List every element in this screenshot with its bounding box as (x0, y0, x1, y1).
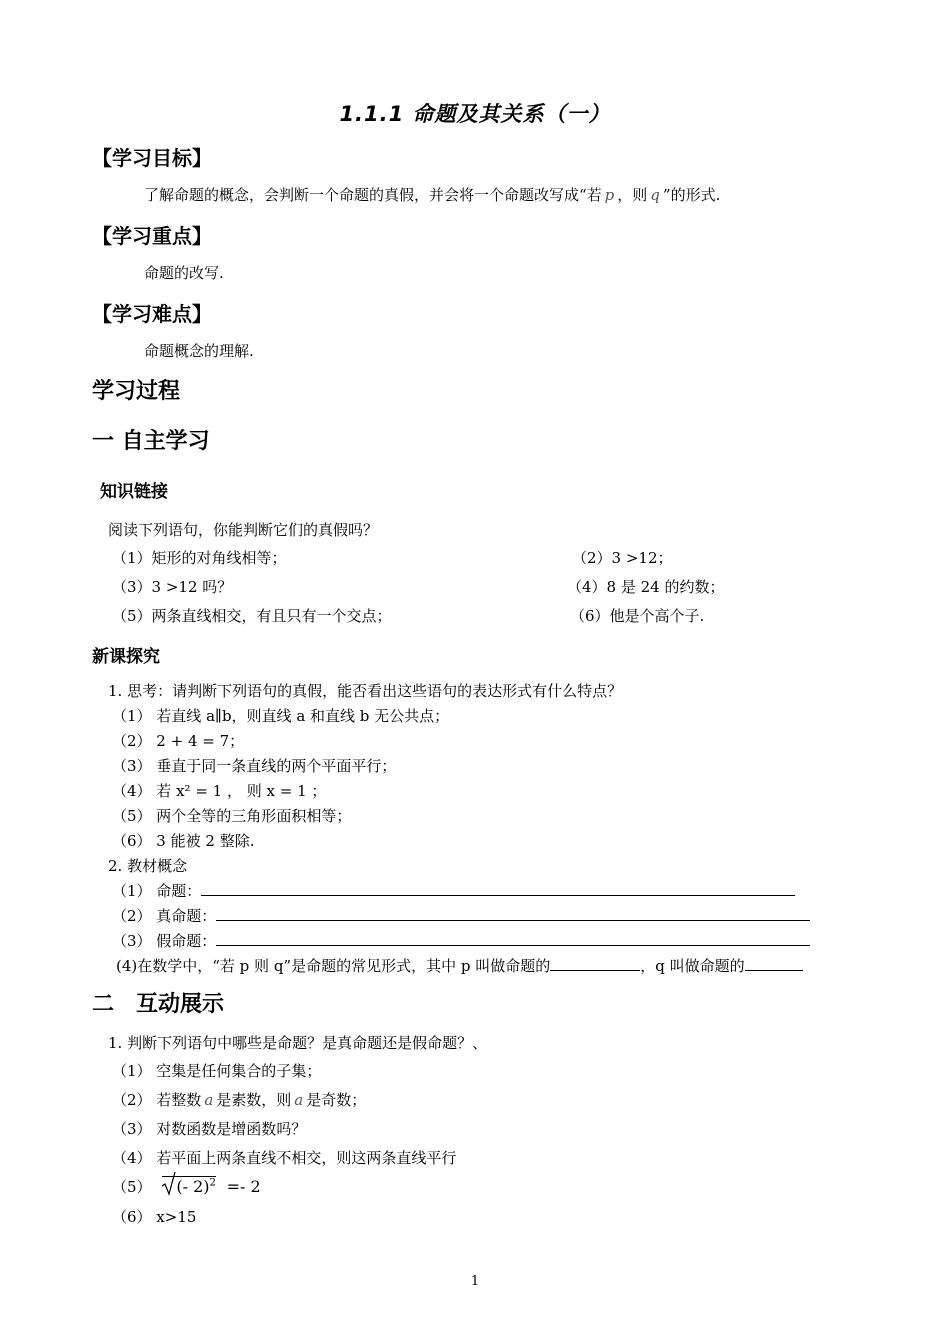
concept-4-blank-2[interactable] (745, 955, 803, 971)
part1-heading: 一 自主学习 (92, 429, 210, 454)
key-points-text: 命题的改写. (144, 264, 224, 282)
knowledge-item-1: （1）矩形的对角线相等； (112, 549, 287, 567)
part2-item-5-label: （5） (112, 1178, 152, 1196)
concept-4-text-b: ，q 叫做命题的 (640, 957, 745, 975)
concept-1-label: （1） 命题： (112, 882, 202, 900)
knowledge-item-4: （4）8 是 24 的约数； (567, 578, 725, 596)
sqrt-rhs: =- 2 (226, 1177, 261, 1196)
new-lesson-heading: 新课探究 (92, 647, 160, 667)
difficulties-heading: 【学习难点】 (92, 302, 212, 326)
part2-item-5 (112, 1176, 261, 1197)
sqrt-expression (162, 1176, 216, 1196)
variable-p: p (604, 186, 615, 204)
concept-4-text-a: (4)在数学中，“若 p 则 q”是命题的常见形式，其中 p 叫做命题的 (116, 957, 551, 975)
concept-3-label: （3） 假命题： (112, 932, 217, 950)
part2-item-2-c: 是奇数； (306, 1091, 367, 1109)
radical-sign-icon (162, 1172, 176, 1196)
q1-item-3: （3） 垂直于同一条直线的两个平面平行； (112, 757, 397, 775)
part2-heading: 二 互动展示 (92, 992, 225, 1017)
new-lesson-question-1: 1. 思考：请判断下列语句的真假，能否看出这些语句的表达形式有什么特点？ (108, 682, 623, 700)
goals-text (144, 184, 720, 205)
knowledge-item-5: （5）两条直线相交，有且只有一个交点； (112, 607, 392, 625)
page-title: 1.1.1 命题及其关系（一） (339, 102, 611, 126)
knowledge-item-6: （6）他是个高个子. (570, 607, 705, 625)
difficulties-text: 命题概念的理解. (144, 342, 254, 360)
variable-a: a (204, 1091, 214, 1109)
part2-item-6: （6） x>15 (112, 1208, 197, 1226)
knowledge-item-2: （2）3 >12； (572, 549, 673, 567)
part2-item-2-b: 是素数，则 (216, 1091, 292, 1109)
q1-item-4: （4） 若 x² = 1 ， 则 x = 1 ； (112, 782, 327, 800)
goals-text-end: ”的形式. (662, 186, 721, 204)
concept-2-label: （2） 真命题： (112, 907, 217, 925)
concept-2-blank[interactable] (216, 905, 810, 921)
concept-1-blank[interactable] (201, 880, 795, 896)
concept-4-blank-1[interactable] (550, 955, 640, 971)
knowledge-item-3: （3）3 >12 吗？ (112, 578, 233, 596)
concept-3-blank[interactable] (216, 930, 810, 946)
part2-question-1: 1. 判断下列语句中哪些是命题？是真命题还是假命题？、 (108, 1034, 488, 1052)
knowledge-heading: 知识链接 (100, 482, 168, 502)
concept-3 (112, 930, 810, 951)
q1-item-5: （5） 两个全等的三角形面积相等； (112, 807, 352, 825)
variable-q: q (650, 186, 660, 204)
part2-item-2-a: （2） 若整数 (112, 1091, 202, 1109)
radicand-text: (- 2) (176, 1177, 210, 1196)
q1-item-2: （2） 2 + 4 = 7； (112, 732, 245, 750)
page-number: 1 (470, 1274, 480, 1289)
part2-item-3: （3） 对数函数是增函数吗？ (112, 1120, 307, 1138)
key-points-heading: 【学习重点】 (92, 224, 212, 248)
part2-item-4: （4） 若平面上两条直线不相交，则这两条直线平行 (112, 1149, 457, 1167)
knowledge-intro: 阅读下列语句，你能判断它们的真假吗？ (108, 521, 379, 539)
radicand-exponent: 2 (209, 1177, 216, 1189)
process-heading: 学习过程 (92, 379, 181, 404)
variable-a-2: a (294, 1091, 304, 1109)
goals-text-mid: ，则 (617, 186, 648, 204)
new-lesson-question-2: 2. 教材概念 (108, 857, 188, 875)
concept-2 (112, 905, 810, 926)
part2-item-2 (112, 1089, 366, 1110)
part2-item-1: （1） 空集是任何集合的子集； (112, 1062, 322, 1080)
goals-text-start: 了解命题的概念，会判断一个命题的真假，并会将一个命题改写成“若 (144, 186, 602, 204)
q1-item-1: （1） 若直线 a∥b，则直线 a 和直线 b 无公共点； (112, 707, 450, 725)
goals-heading: 【学习目标】 (92, 146, 212, 170)
q1-item-6: （6） 3 能被 2 整除. (112, 832, 255, 850)
concept-1 (112, 880, 795, 901)
concept-4 (116, 955, 803, 976)
